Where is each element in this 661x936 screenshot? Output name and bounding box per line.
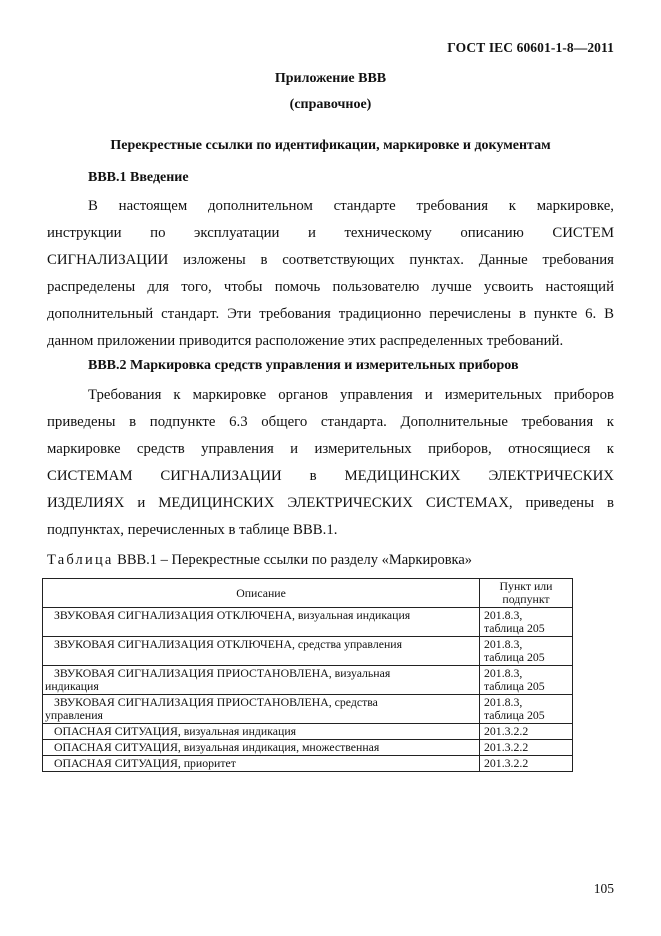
row-reference	[480, 608, 573, 637]
section-1-title: ВВВ.1 Введение	[88, 170, 189, 185]
description-line: ЗВУКОВАЯ СИГНАЛИЗАЦИЯ ПРИОСТАНОВЛЕНА, визуальная	[54, 666, 391, 680]
reference-line: 201.3.2.2	[484, 756, 529, 770]
description-line: ОПАСНАЯ СИТУАЦИЯ, приоритет	[54, 756, 236, 770]
table-row	[43, 695, 573, 724]
paragraph-line: Требования к маркировке органов управления и измерительных приборов	[88, 387, 614, 403]
cross-reference-table	[42, 578, 573, 772]
description-line: ЗВУКОВАЯ СИГНАЛИЗАЦИЯ ПРИОСТАНОВЛЕНА, средства	[54, 695, 378, 709]
row-reference	[480, 756, 573, 772]
appendix-heading: Перекрестные ссылки по идентификации, маркировке и документам	[110, 138, 551, 153]
section-1-paragraph	[47, 193, 614, 355]
paragraph-line: инструкции по эксплуатации и техническому описанию СИСТЕМ	[47, 225, 614, 241]
reference-line: 201.8.3,	[484, 695, 523, 709]
row-reference	[480, 724, 573, 740]
row-description	[43, 756, 480, 772]
description-line: индикация	[45, 679, 99, 693]
column-header-description: Описание	[43, 579, 480, 608]
description-line: ЗВУКОВАЯ СИГНАЛИЗАЦИЯ ОТКЛЮЧЕНА, визуальная индикация	[54, 608, 411, 622]
column-header-reference-line: подпункт	[502, 592, 550, 606]
section-2-title: ВВВ.2 Маркировка средств управления и измерительных приборов	[88, 358, 519, 373]
table-caption	[47, 552, 472, 569]
reference-line: таблица 205	[484, 621, 545, 635]
column-header-reference	[480, 579, 573, 608]
reference-line: 201.3.2.2	[484, 724, 529, 738]
table-row	[43, 724, 573, 740]
table-caption-text: ВВВ.1 – Перекрестные ссылки по разделу «Маркировка»	[113, 552, 473, 568]
table-row	[43, 756, 573, 772]
paragraph-line: распределены для того, чтобы помочь пользователю лучше усвоить настоящий	[47, 279, 614, 295]
reference-line: таблица 205	[484, 650, 545, 664]
section-2-paragraph	[47, 382, 614, 544]
description-line: управления	[45, 708, 103, 722]
paragraph-line: СИГНАЛИЗАЦИИ изложены в соответствующих пунктах. Данные требования	[47, 252, 614, 268]
row-reference	[480, 695, 573, 724]
row-description	[43, 608, 480, 637]
row-reference	[480, 740, 573, 756]
table-row	[43, 740, 573, 756]
paragraph-line: подпунктах, перечисленных в таблице ВВВ.1.	[47, 522, 338, 538]
description-line: ОПАСНАЯ СИТУАЦИЯ, визуальная индикация	[54, 724, 297, 738]
description-line: ОПАСНАЯ СИТУАЦИЯ, визуальная индикация, множественная	[54, 740, 380, 754]
row-description	[43, 695, 480, 724]
row-description	[43, 740, 480, 756]
paragraph-line: данном приложении приводится расположение этих распределенных требований.	[47, 333, 564, 349]
paragraph-line: В настоящем дополнительном стандарте требования к маркировке,	[88, 198, 614, 214]
reference-line: 201.3.2.2	[484, 740, 529, 754]
paragraph-line: маркировке средств управления и измерительных приборов, относящиеся к	[47, 441, 614, 457]
paragraph-line: приведены в подпункте 6.3 общего стандарта. Дополнительные требования к	[47, 414, 614, 430]
row-reference	[480, 666, 573, 695]
table-caption-prefix: Таблица	[47, 552, 114, 568]
table-row	[43, 666, 573, 695]
reference-line: 201.8.3,	[484, 637, 523, 651]
description-line: ЗВУКОВАЯ СИГНАЛИЗАЦИЯ ОТКЛЮЧЕНА, средства управления	[54, 637, 403, 651]
page-number: 105	[593, 881, 614, 896]
paragraph-line: ИЗДЕЛИЯХ и МЕДИЦИНСКИХ ЭЛЕКТРИЧЕСКИХ СИСТЕМАХ, приведены в	[47, 495, 614, 511]
appendix-subtitle: (справочное)	[289, 97, 372, 112]
table-row	[43, 608, 573, 637]
document-code: ГОСТ IEC 60601-1-8—2011	[447, 40, 614, 55]
column-header-reference-line: Пункт или	[499, 579, 553, 593]
reference-line: 201.8.3,	[484, 608, 523, 622]
row-description	[43, 724, 480, 740]
reference-line: 201.8.3,	[484, 666, 523, 680]
row-description	[43, 637, 480, 666]
paragraph-line: дополнительный стандарт. Эти требования традиционно перечислены в пункте 6. В	[47, 306, 614, 322]
table-header-row	[43, 579, 573, 608]
appendix-title: Приложение ВВВ	[274, 71, 387, 86]
paragraph-line: СИСТЕМАМ СИГНАЛИЗАЦИИ в МЕДИЦИНСКИХ ЭЛЕКТРИЧЕСКИХ	[47, 468, 614, 484]
reference-line: таблица 205	[484, 708, 545, 722]
row-description	[43, 666, 480, 695]
row-reference	[480, 637, 573, 666]
reference-line: таблица 205	[484, 679, 545, 693]
table-row	[43, 637, 573, 666]
